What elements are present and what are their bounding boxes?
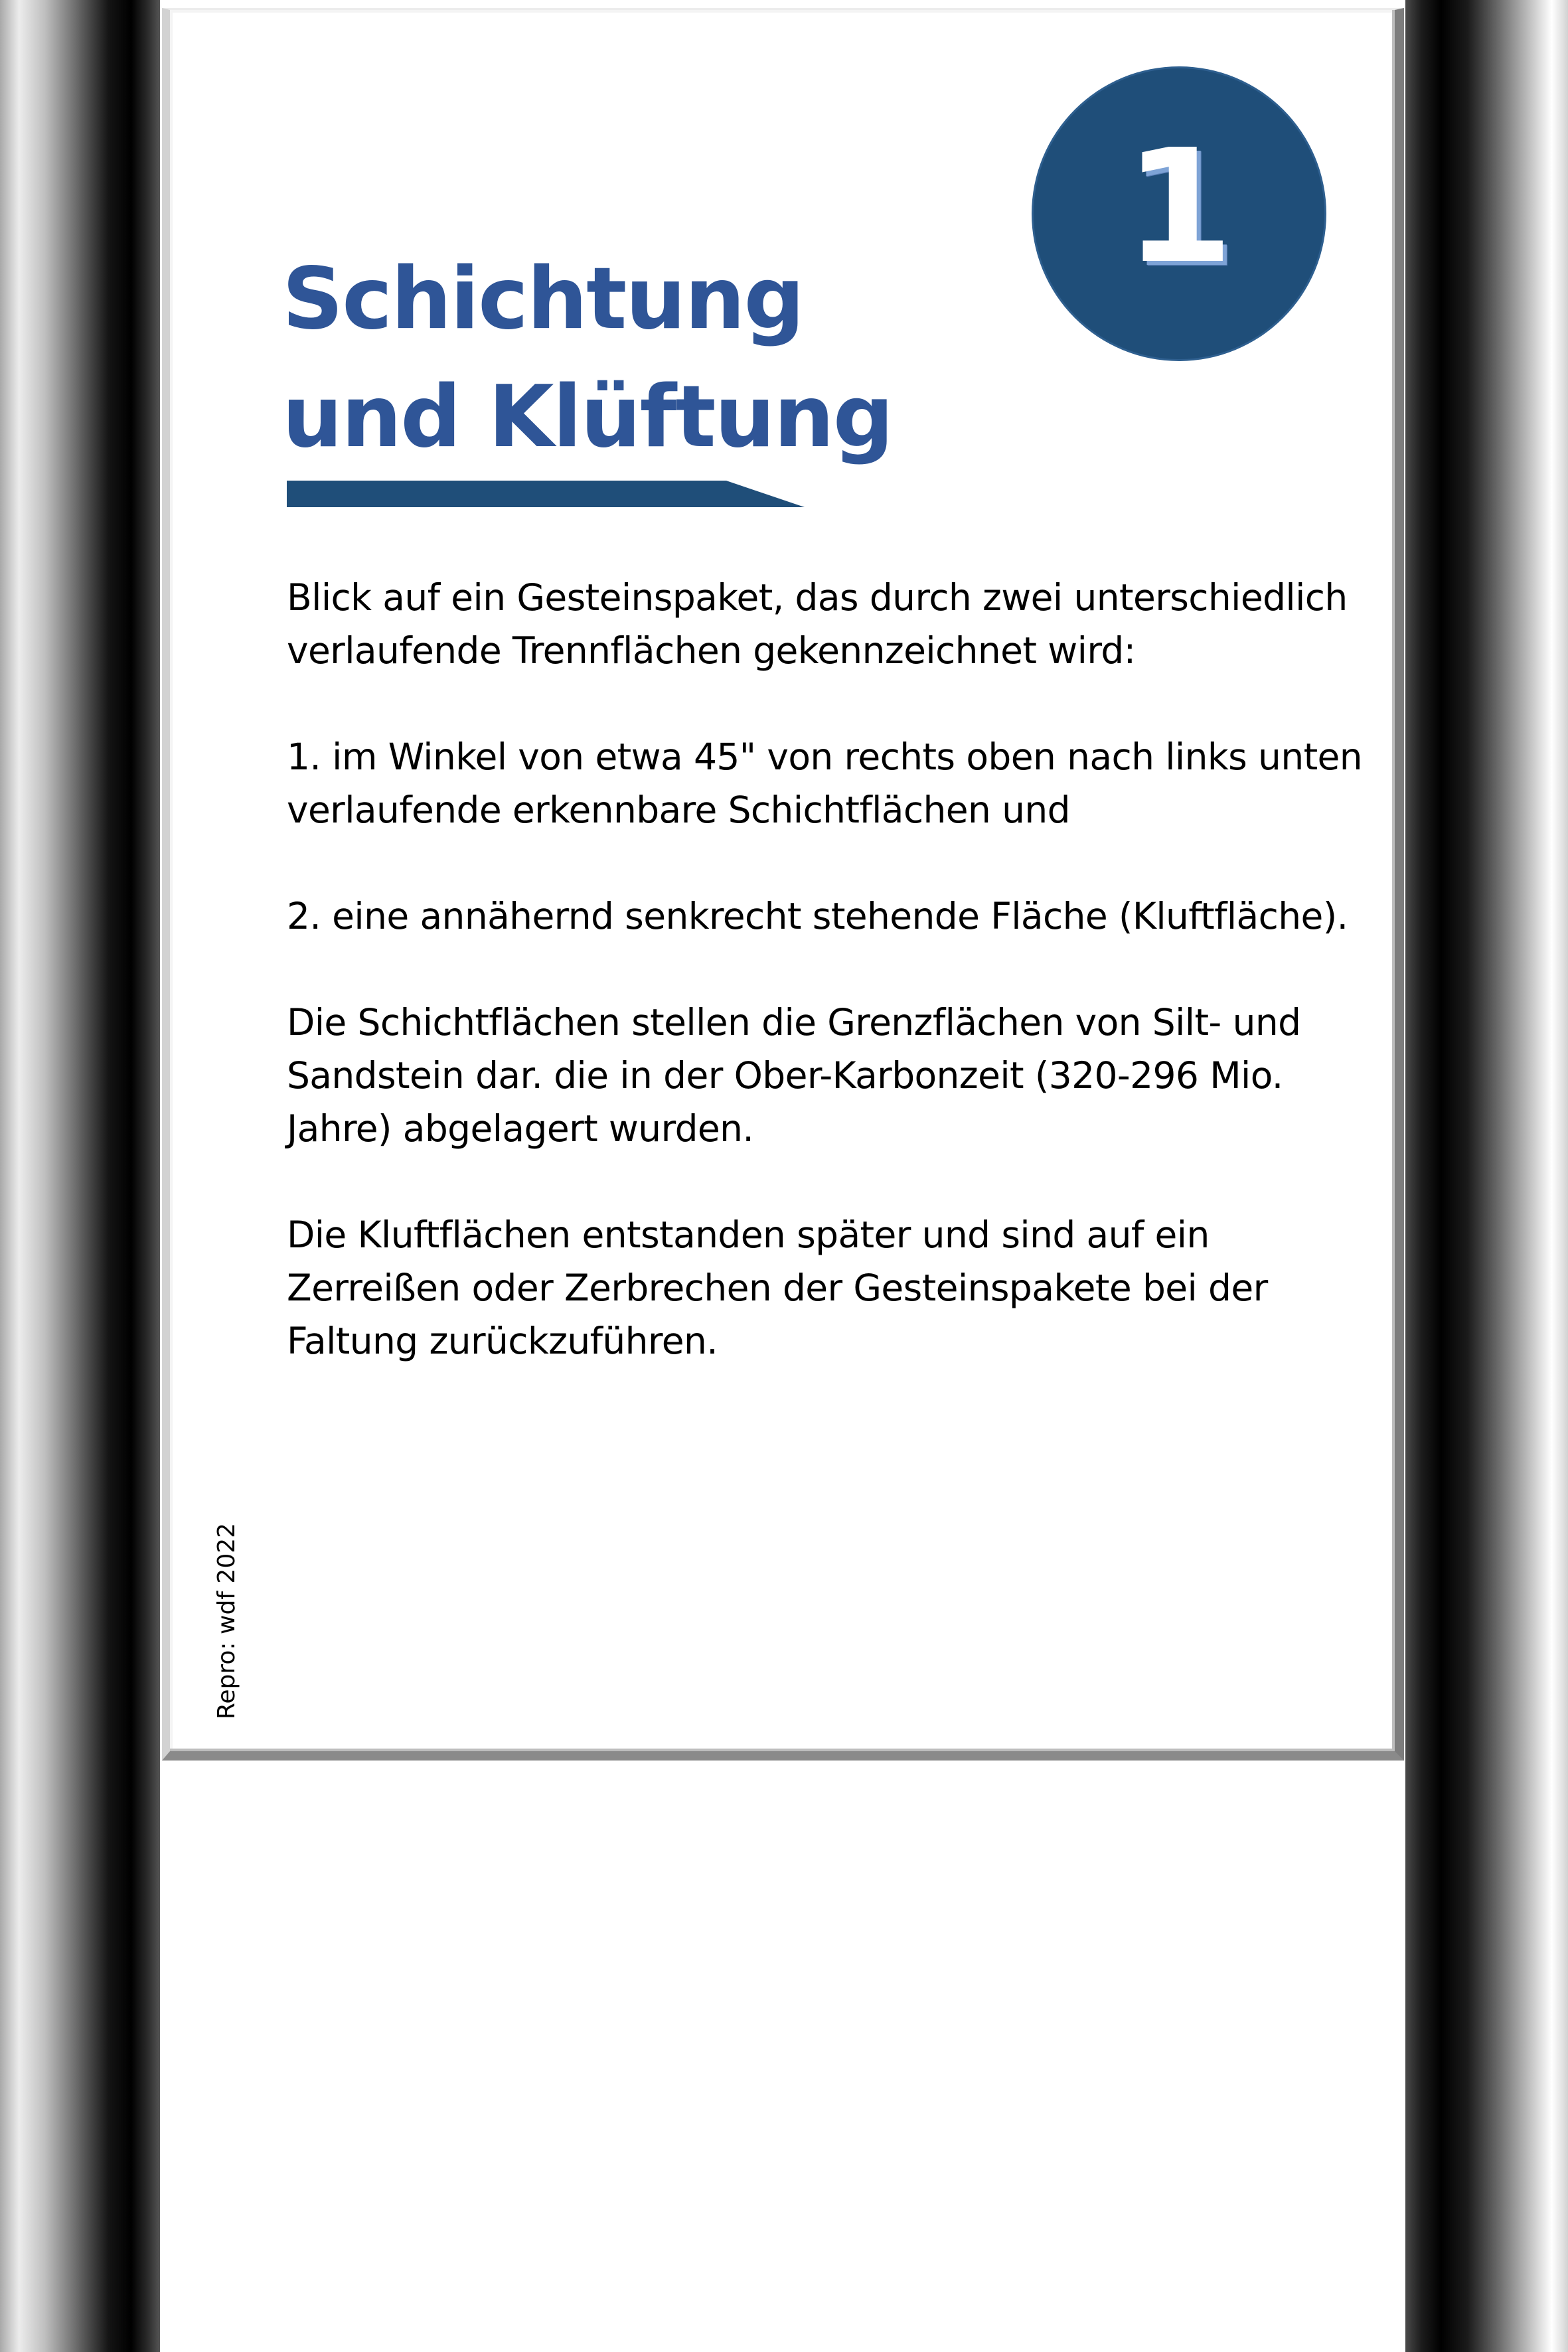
badge-number: 1 xyxy=(1124,116,1234,298)
page-title xyxy=(282,240,946,477)
left-frame-post xyxy=(0,0,160,2352)
title-underline-bar xyxy=(287,481,805,507)
number-badge xyxy=(1034,68,1324,359)
body-text xyxy=(287,571,1382,1421)
repro-credit: Repro: wdf 2022 xyxy=(213,1522,240,1719)
paragraph-joints: Die Kluftflächen entstanden später und sind auf ein Zerreißen oder Zerbrechen der Gesteinspakete bei der Faltung zurückzuführen. xyxy=(287,1214,1268,1362)
paragraph-intro: Blick auf ein Gesteinspaket, das durch zwei unterschiedlich verlaufende Trennflächen gekennzeichnet wird: xyxy=(287,576,1348,672)
paragraph-point-2: 2. eine annähernd senkrecht stehende Fläche (Kluftfläche). xyxy=(287,895,1348,937)
paragraph-layers: Die Schichtflächen stellen die Grenzflächen von Silt- und Sandstein dar. die in der Ober-Karbonzeit (320-296 Mio. Jahre) abgelagert wurden. xyxy=(287,1001,1301,1150)
title-line-1: Schichtung xyxy=(282,250,804,349)
paragraph-point-1: 1. im Winkel von etwa 45" von rechts oben nach links unten verlaufende erkennbare Schichtflächen und xyxy=(287,736,1363,831)
title-line-2: und Klüftung xyxy=(282,368,893,467)
right-frame-post xyxy=(1405,0,1568,2352)
